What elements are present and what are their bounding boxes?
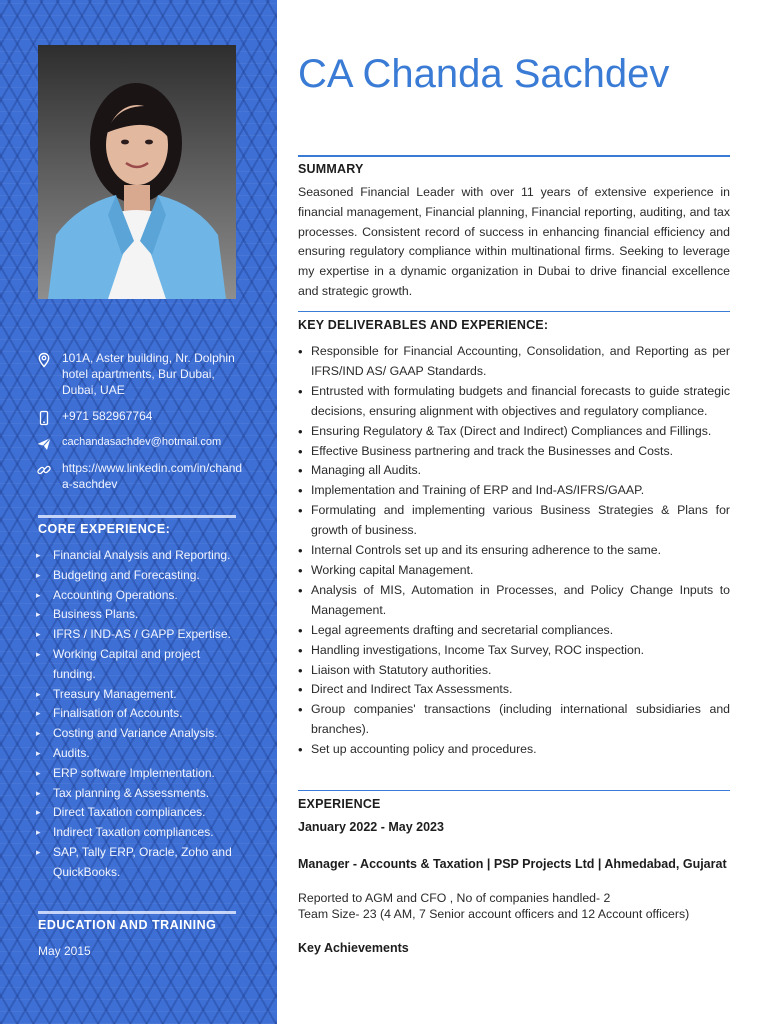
core-experience-item: ▸ Finalisation of Accounts. xyxy=(36,704,246,724)
contact-phone xyxy=(36,408,246,424)
divider xyxy=(298,311,730,312)
deliverable-item: • Effective Business partnering and track the Businesses and Costs. xyxy=(298,442,730,462)
core-experience-item: ▸ Costing and Variance Analysis. xyxy=(36,724,246,744)
deliverable-item: • Implementation and Training of ERP and Ind-AS/IFRS/GAAP. xyxy=(298,481,730,501)
deliverable-item: • Formulating and implementing various Business Strategies & Plans for growth of business. xyxy=(298,501,730,541)
contact-linkedin xyxy=(36,460,246,492)
divider xyxy=(38,911,236,914)
core-experience-item: ▸ ERP software Implementation. xyxy=(36,764,246,784)
experience-heading: EXPERIENCE xyxy=(298,797,381,811)
experience-reporting: Reported to AGM and CFO , No of companies handled- 2 xyxy=(298,891,611,905)
link-icon xyxy=(36,462,52,478)
send-icon xyxy=(36,436,52,452)
core-experience-item: ▸ Direct Taxation compliances. xyxy=(36,803,246,823)
deliverable-item: • Internal Controls set up and its ensuring adherence to the same. xyxy=(298,541,730,561)
candidate-name: CA Chanda Sachdev xyxy=(298,52,670,96)
contact-email xyxy=(36,434,246,450)
summary-text: Seasoned Financial Leader with over 11 years of extensive experience in financial management, Financial planning, Financial reporting, auditing, and tax processes. Consistent record of success in enhancing financial efficiency and ensuring regulatory compliance within multinational firms. Seeking to leverage my expertise in a dynamic organization in Dubai to drive financial excellence and strategic growth. xyxy=(298,185,730,298)
deliverable-item: • Liaison with Statutory authorities. xyxy=(298,661,730,681)
experience-role: Manager - Accounts & Taxation | PSP Projects Ltd | Ahmedabad, Gujarat xyxy=(298,857,727,871)
core-experience-item: ▸ Accounting Operations. xyxy=(36,586,246,606)
deliverable-item: • Ensuring Regulatory & Tax (Direct and Indirect) Compliances and Fillings. xyxy=(298,422,730,442)
core-experience-item: ▸ Financial Analysis and Reporting. xyxy=(36,546,246,566)
core-experience-item: ▸ Business Plans. xyxy=(36,605,246,625)
deliverable-item: • Direct and Indirect Tax Assessments. xyxy=(298,680,730,700)
core-experience-item: ▸ Budgeting and Forecasting. xyxy=(36,566,246,586)
experience-date: January 2022 - May 2023 xyxy=(298,820,444,834)
profile-photo xyxy=(38,45,236,299)
core-experience-item: ▸ Indirect Taxation compliances. xyxy=(36,823,246,843)
deliverable-item: • Set up accounting policy and procedures. xyxy=(298,740,730,760)
core-experience-item: ▸ Treasury Management. xyxy=(36,685,246,705)
deliverable-item: • Working capital Management. xyxy=(298,561,730,581)
deliverable-item: • Entrusted with formulating budgets and financial forecasts to guide strategic decisions, ensuring alignment with objectives and regulatory compliance. xyxy=(298,382,730,422)
experience-team: Team Size- 23 (4 AM, 7 Senior account officers and 12 Account officers) xyxy=(298,907,690,921)
contact-address xyxy=(36,350,246,398)
contact-block xyxy=(36,350,246,502)
education-date: May 2015 xyxy=(38,944,91,958)
address-text: 101A, Aster building, Nr. Dolphin hotel apartments, Bur Dubai, Dubai, UAE xyxy=(62,351,235,397)
deliverable-item: • Legal agreements drafting and secretarial compliances. xyxy=(298,621,730,641)
core-experience-heading: CORE EXPERIENCE: xyxy=(38,522,171,536)
map-pin-icon xyxy=(36,352,52,368)
deliverable-item: • Responsible for Financial Accounting, Consolidation, and Reporting as per IFRS/IND AS/ GAAP Standards. xyxy=(298,342,730,382)
divider xyxy=(298,790,730,791)
deliverable-item: • Handling investigations, Income Tax Survey, ROC inspection. xyxy=(298,641,730,661)
core-experience-item: ▸ Audits. xyxy=(36,744,246,764)
core-experience-item: ▸ IFRS / IND-AS / GAPP Expertise. xyxy=(36,625,246,645)
deliverable-item: • Group companies' transactions (including international subsidiaries and branches). xyxy=(298,700,730,740)
core-experience-item: ▸ Tax planning & Assessments. xyxy=(36,784,246,804)
core-experience-item: ▸ Working Capital and project funding. xyxy=(36,645,246,685)
linkedin-link[interactable]: https://www.linkedin.com/in/chanda-sachdev xyxy=(62,461,243,491)
deliverables-list xyxy=(298,342,730,760)
core-experience-list xyxy=(36,546,246,883)
core-experience-item: ▸ SAP, Tally ERP, Oracle, Zoho and QuickBooks. xyxy=(36,843,246,883)
key-achievements-heading: Key Achievements xyxy=(298,941,409,955)
email-link[interactable]: cachandasachdev@hotmail.com xyxy=(62,436,222,448)
deliverable-item: • Analysis of MIS, Automation in Processes, and Policy Change Inputs to Management. xyxy=(298,581,730,621)
deliverable-item: • Managing all Audits. xyxy=(298,461,730,481)
divider xyxy=(298,155,730,157)
divider xyxy=(38,515,236,518)
education-heading: EDUCATION AND TRAINING xyxy=(38,918,217,932)
phone-icon xyxy=(36,410,52,426)
phone-text[interactable]: +971 582967764 xyxy=(62,409,153,423)
sidebar xyxy=(0,0,277,1024)
summary-heading: SUMMARY xyxy=(298,162,364,176)
profile-photo-illustration xyxy=(38,45,236,299)
deliverables-heading: KEY DELIVERABLES AND EXPERIENCE: xyxy=(298,318,549,332)
